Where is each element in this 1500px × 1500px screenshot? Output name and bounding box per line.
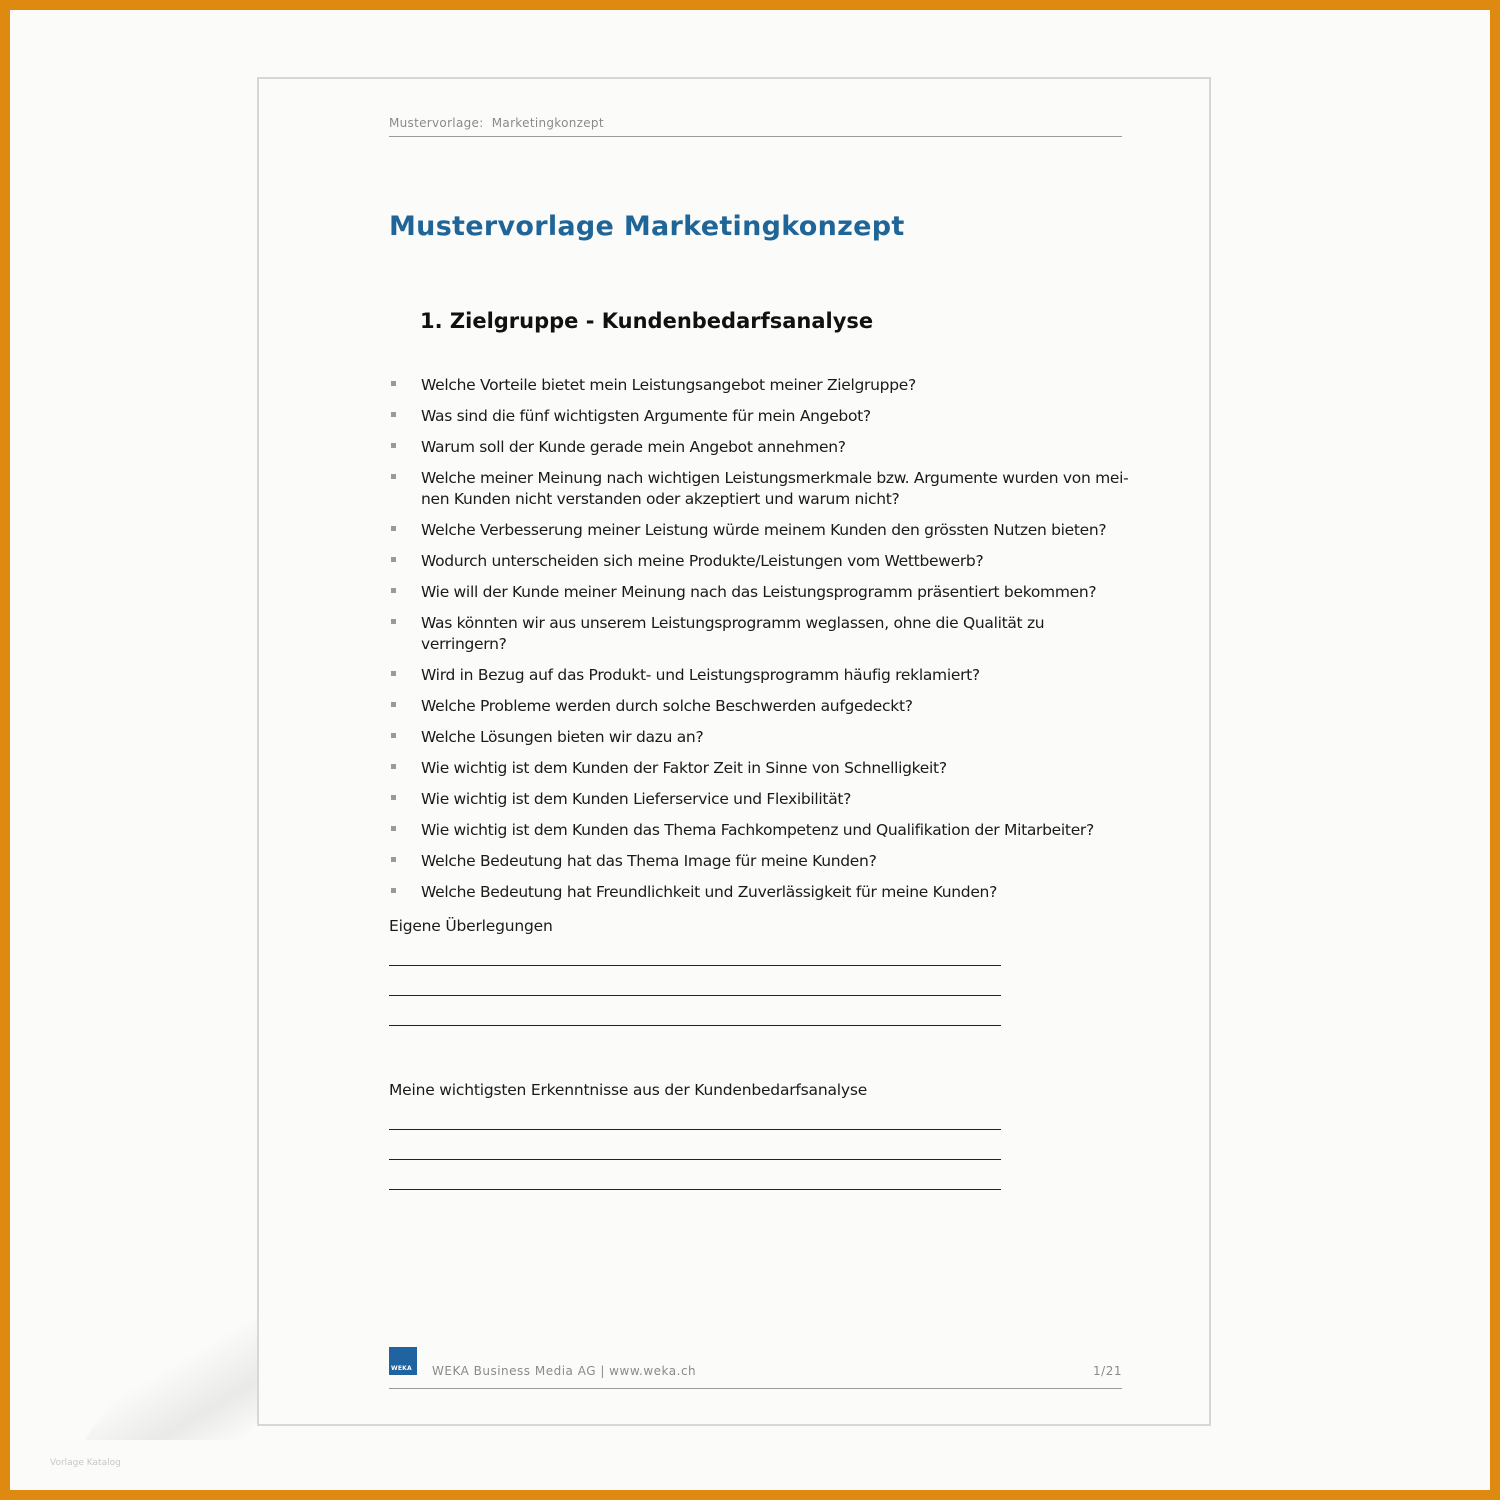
question-item	[389, 520, 1129, 541]
question-item	[389, 820, 1129, 841]
question-text: Welche Bedeutung hat Freundlichkeit und Zuverlässigkeit für meine Kunden?	[421, 883, 998, 901]
insights-label: Meine wichtigsten Erkenntnisse aus der Kundenbedarfsanalyse	[389, 1081, 868, 1099]
weka-logo	[389, 1347, 417, 1375]
footer-company: WEKA Business Media AG | www.weka.ch	[432, 1364, 697, 1378]
question-item	[389, 851, 1129, 872]
notes-line	[389, 965, 1001, 966]
header-divider	[389, 136, 1122, 137]
question-text: Welche Verbesserung meiner Leistung würde meinem Kunden den grössten Nutzen bieten?	[421, 521, 1107, 539]
question-text: Was sind die fünf wichtigsten Argumente für mein Angebot?	[421, 407, 871, 425]
insights-line	[389, 1159, 1001, 1160]
question-text: Was könnten wir aus unserem Leistungsprogramm weglassen, ohne die Qualität zu verringern?	[421, 614, 1045, 653]
question-item	[389, 758, 1129, 779]
question-text: Wie wichtig ist dem Kunden das Thema Fachkompetenz und Qualifikation der Mitarbeiter?	[421, 821, 1094, 839]
question-item	[389, 789, 1129, 810]
notes-line	[389, 1025, 1001, 1026]
question-text: Wird in Bezug auf das Produkt- und Leistungsprogramm häufig reklamiert?	[421, 666, 980, 684]
bullet-square-icon	[391, 557, 396, 562]
question-text: Welche meiner Meinung nach wichtigen Leistungsmerkmale bzw. Argumente wurden von mei-nen Kunden nicht verstanden oder akzeptiert und warum nicht?	[421, 469, 1129, 508]
section-title: 1. Zielgruppe - Kundenbedarfsanalyse	[420, 309, 874, 333]
question-text: Wie wichtig ist dem Kunden der Faktor Zeit in Sinne von Schnelligkeit?	[421, 759, 947, 777]
question-item	[389, 551, 1129, 572]
page-header: Mustervorlage: Marketingkonzept	[389, 116, 604, 130]
question-text: Warum soll der Kunde gerade mein Angebot annehmen?	[421, 438, 846, 456]
bullet-square-icon	[391, 619, 396, 624]
bullet-square-icon	[391, 764, 396, 769]
bullet-square-icon	[391, 474, 396, 479]
question-item	[389, 613, 1129, 655]
question-list	[389, 375, 1129, 913]
bullet-square-icon	[391, 857, 396, 862]
question-item	[389, 406, 1129, 427]
question-item	[389, 468, 1129, 510]
question-item	[389, 582, 1129, 603]
footer-divider	[389, 1388, 1122, 1389]
document-title: Mustervorlage Marketingkonzept	[389, 211, 905, 242]
notes-line	[389, 995, 1001, 996]
question-text: Welche Bedeutung hat das Thema Image für meine Kunden?	[421, 852, 877, 870]
notes-label: Eigene Überlegungen	[389, 917, 553, 935]
insights-line	[389, 1129, 1001, 1130]
bullet-square-icon	[391, 702, 396, 707]
bullet-square-icon	[391, 381, 396, 386]
watermark: Vorlage Katalog	[50, 1458, 121, 1468]
bullet-square-icon	[391, 412, 396, 417]
question-text: Welche Lösungen bieten wir dazu an?	[421, 728, 704, 746]
question-text: Wie wichtig ist dem Kunden Lieferservice und Flexibilität?	[421, 790, 852, 808]
question-text: Wodurch unterscheiden sich meine Produkte/Leistungen vom Wettbewerb?	[421, 552, 984, 570]
question-item	[389, 882, 1129, 903]
question-text: Welche Probleme werden durch solche Beschwerden aufgedeckt?	[421, 697, 913, 715]
bullet-square-icon	[391, 443, 396, 448]
bullet-square-icon	[391, 888, 396, 893]
document-page	[257, 77, 1211, 1426]
question-text: Wie will der Kunde meiner Meinung nach das Leistungsprogramm präsentiert bekommen?	[421, 583, 1097, 601]
question-item	[389, 727, 1129, 748]
page-number: 1/21	[1093, 1364, 1122, 1378]
bullet-square-icon	[391, 588, 396, 593]
question-item	[389, 696, 1129, 717]
bullet-square-icon	[391, 733, 396, 738]
insights-line	[389, 1189, 1001, 1190]
bullet-square-icon	[391, 826, 396, 831]
question-text: Welche Vorteile bietet mein Leistungsangebot meiner Zielgruppe?	[421, 376, 916, 394]
bullet-square-icon	[391, 671, 396, 676]
question-item	[389, 375, 1129, 396]
bullet-square-icon	[391, 795, 396, 800]
bullet-square-icon	[391, 526, 396, 531]
question-item	[389, 437, 1129, 458]
question-item	[389, 665, 1129, 686]
logo-text: WEKA	[391, 1365, 412, 1372]
